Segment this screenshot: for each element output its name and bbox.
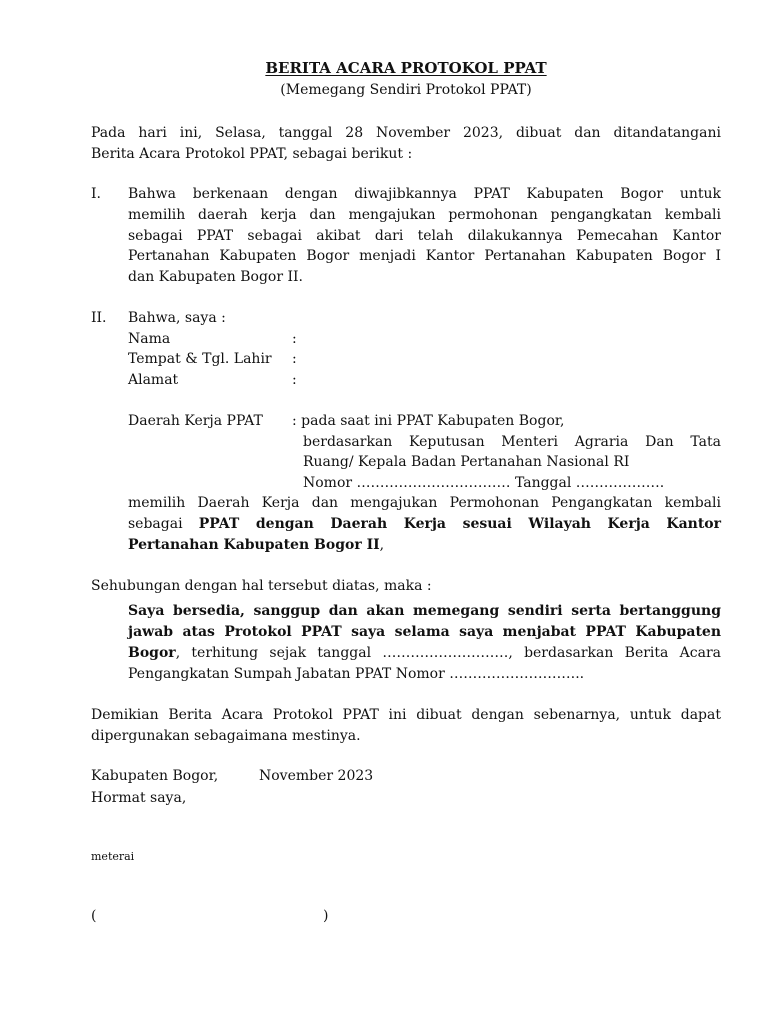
daerah-kerja-line-3: Ruang/ Kepala Badan Pertanahan Nasional RI bbox=[303, 454, 630, 470]
pernyataan-rest-3: , terhitung sejak tanggal ………………………, berdasarkan Berita Acara bbox=[175, 645, 721, 661]
sehubungan-line: Sehubungan dengan hal tersebut diatas, maka : bbox=[91, 578, 432, 594]
document-subtitle: (Memegang Sendiri Protokol PPAT) bbox=[280, 82, 532, 98]
daerah-kerja-line-2: berdasarkan Keputusan Menteri Agraria Dan Tata bbox=[303, 434, 721, 450]
section-1-line-4: Pertanahan Kabupaten Bogor menjadi Kantor Pertanahan Kabupaten Bogor I bbox=[128, 248, 721, 264]
memilih-suffix: , bbox=[379, 537, 385, 553]
field-colon-tempat-tgl-lahir: : bbox=[292, 351, 297, 367]
section-1-number: I. bbox=[91, 186, 101, 202]
memilih-line-3 bbox=[128, 535, 384, 555]
daerah-kerja-line-4: Nomor …………………………… Tanggal ………………. bbox=[303, 475, 665, 491]
pernyataan-bold-2: jawab atas Protokol PPAT saya selama saya menjabat PPAT Kabupaten bbox=[128, 624, 721, 640]
closing-line-1: Demikian Berita Acara Protokol PPAT ini dibuat dengan sebenarnya, untuk dapat bbox=[91, 707, 721, 723]
field-label-tempat-tgl-lahir: Tempat & Tgl. Lahir bbox=[128, 351, 272, 367]
field-colon-alamat: : bbox=[292, 372, 297, 388]
section-1-line-1: Bahwa berkenaan dengan diwajibkannya PPAT Kabupaten Bogor untuk bbox=[128, 186, 721, 202]
field-label-nama: Nama bbox=[128, 331, 171, 347]
memilih-line-1: memilih Daerah Kerja dan mengajukan Permohonan Pengangkatan kembali bbox=[128, 495, 721, 511]
pernyataan-line-3 bbox=[128, 643, 721, 663]
meterai-label: meterai bbox=[91, 850, 135, 863]
daerah-kerja-line-1: : pada saat ini PPAT Kabupaten Bogor, bbox=[292, 413, 565, 429]
memilih-line-2 bbox=[128, 514, 721, 534]
intro-line-2: Berita Acara Protokol PPAT, sebagai berikut : bbox=[91, 146, 413, 162]
signature-place: Kabupaten Bogor, bbox=[91, 768, 219, 784]
signature-open-paren: ( bbox=[91, 908, 97, 924]
section-2-heading: Bahwa, saya : bbox=[128, 310, 226, 326]
field-colon-nama: : bbox=[292, 331, 297, 347]
document-title: BERITA ACARA PROTOKOL PPAT bbox=[265, 59, 547, 77]
field-label-daerah-kerja: Daerah Kerja PPAT bbox=[128, 413, 263, 429]
pernyataan-bold-1: Saya bersedia, sanggup dan akan memegang sendiri serta bertanggung bbox=[128, 603, 721, 619]
intro-line-1: Pada hari ini, Selasa, tanggal 28 November 2023, dibuat dan ditandatangani bbox=[91, 125, 721, 141]
pernyataan-line-2 bbox=[128, 622, 721, 642]
memilih-bold-1: PPAT dengan Daerah Kerja sesuai Wilayah Kerja Kantor bbox=[198, 516, 722, 532]
memilih-bold-2: Pertanahan Kabupaten Bogor II bbox=[128, 537, 380, 553]
section-1-line-5: dan Kabupaten Bogor II. bbox=[128, 269, 304, 285]
section-1-line-3: sebagai PPAT sebagai akibat dari telah dilakukannya Pemecahan Kantor bbox=[128, 228, 721, 244]
pernyataan-line-4: Pengangkatan Sumpah Jabatan PPAT Nomor ……………………….. bbox=[128, 666, 585, 682]
closing-line-2: dipergunakan sebagaimana mestinya. bbox=[91, 728, 361, 744]
field-label-alamat: Alamat bbox=[128, 372, 179, 388]
pernyataan-line-1 bbox=[128, 601, 721, 621]
section-2-number: II. bbox=[91, 310, 107, 326]
signature-month-year: November 2023 bbox=[259, 768, 374, 784]
memilih-prefix: sebagai bbox=[128, 516, 183, 532]
signature-greeting: Hormat saya, bbox=[91, 790, 187, 806]
section-1-line-2: memilih daerah kerja dan mengajukan permohonan pengangkatan kembali bbox=[128, 207, 721, 223]
pernyataan-bold-3: Bogor bbox=[128, 645, 176, 661]
signature-close-paren: ) bbox=[323, 908, 329, 924]
